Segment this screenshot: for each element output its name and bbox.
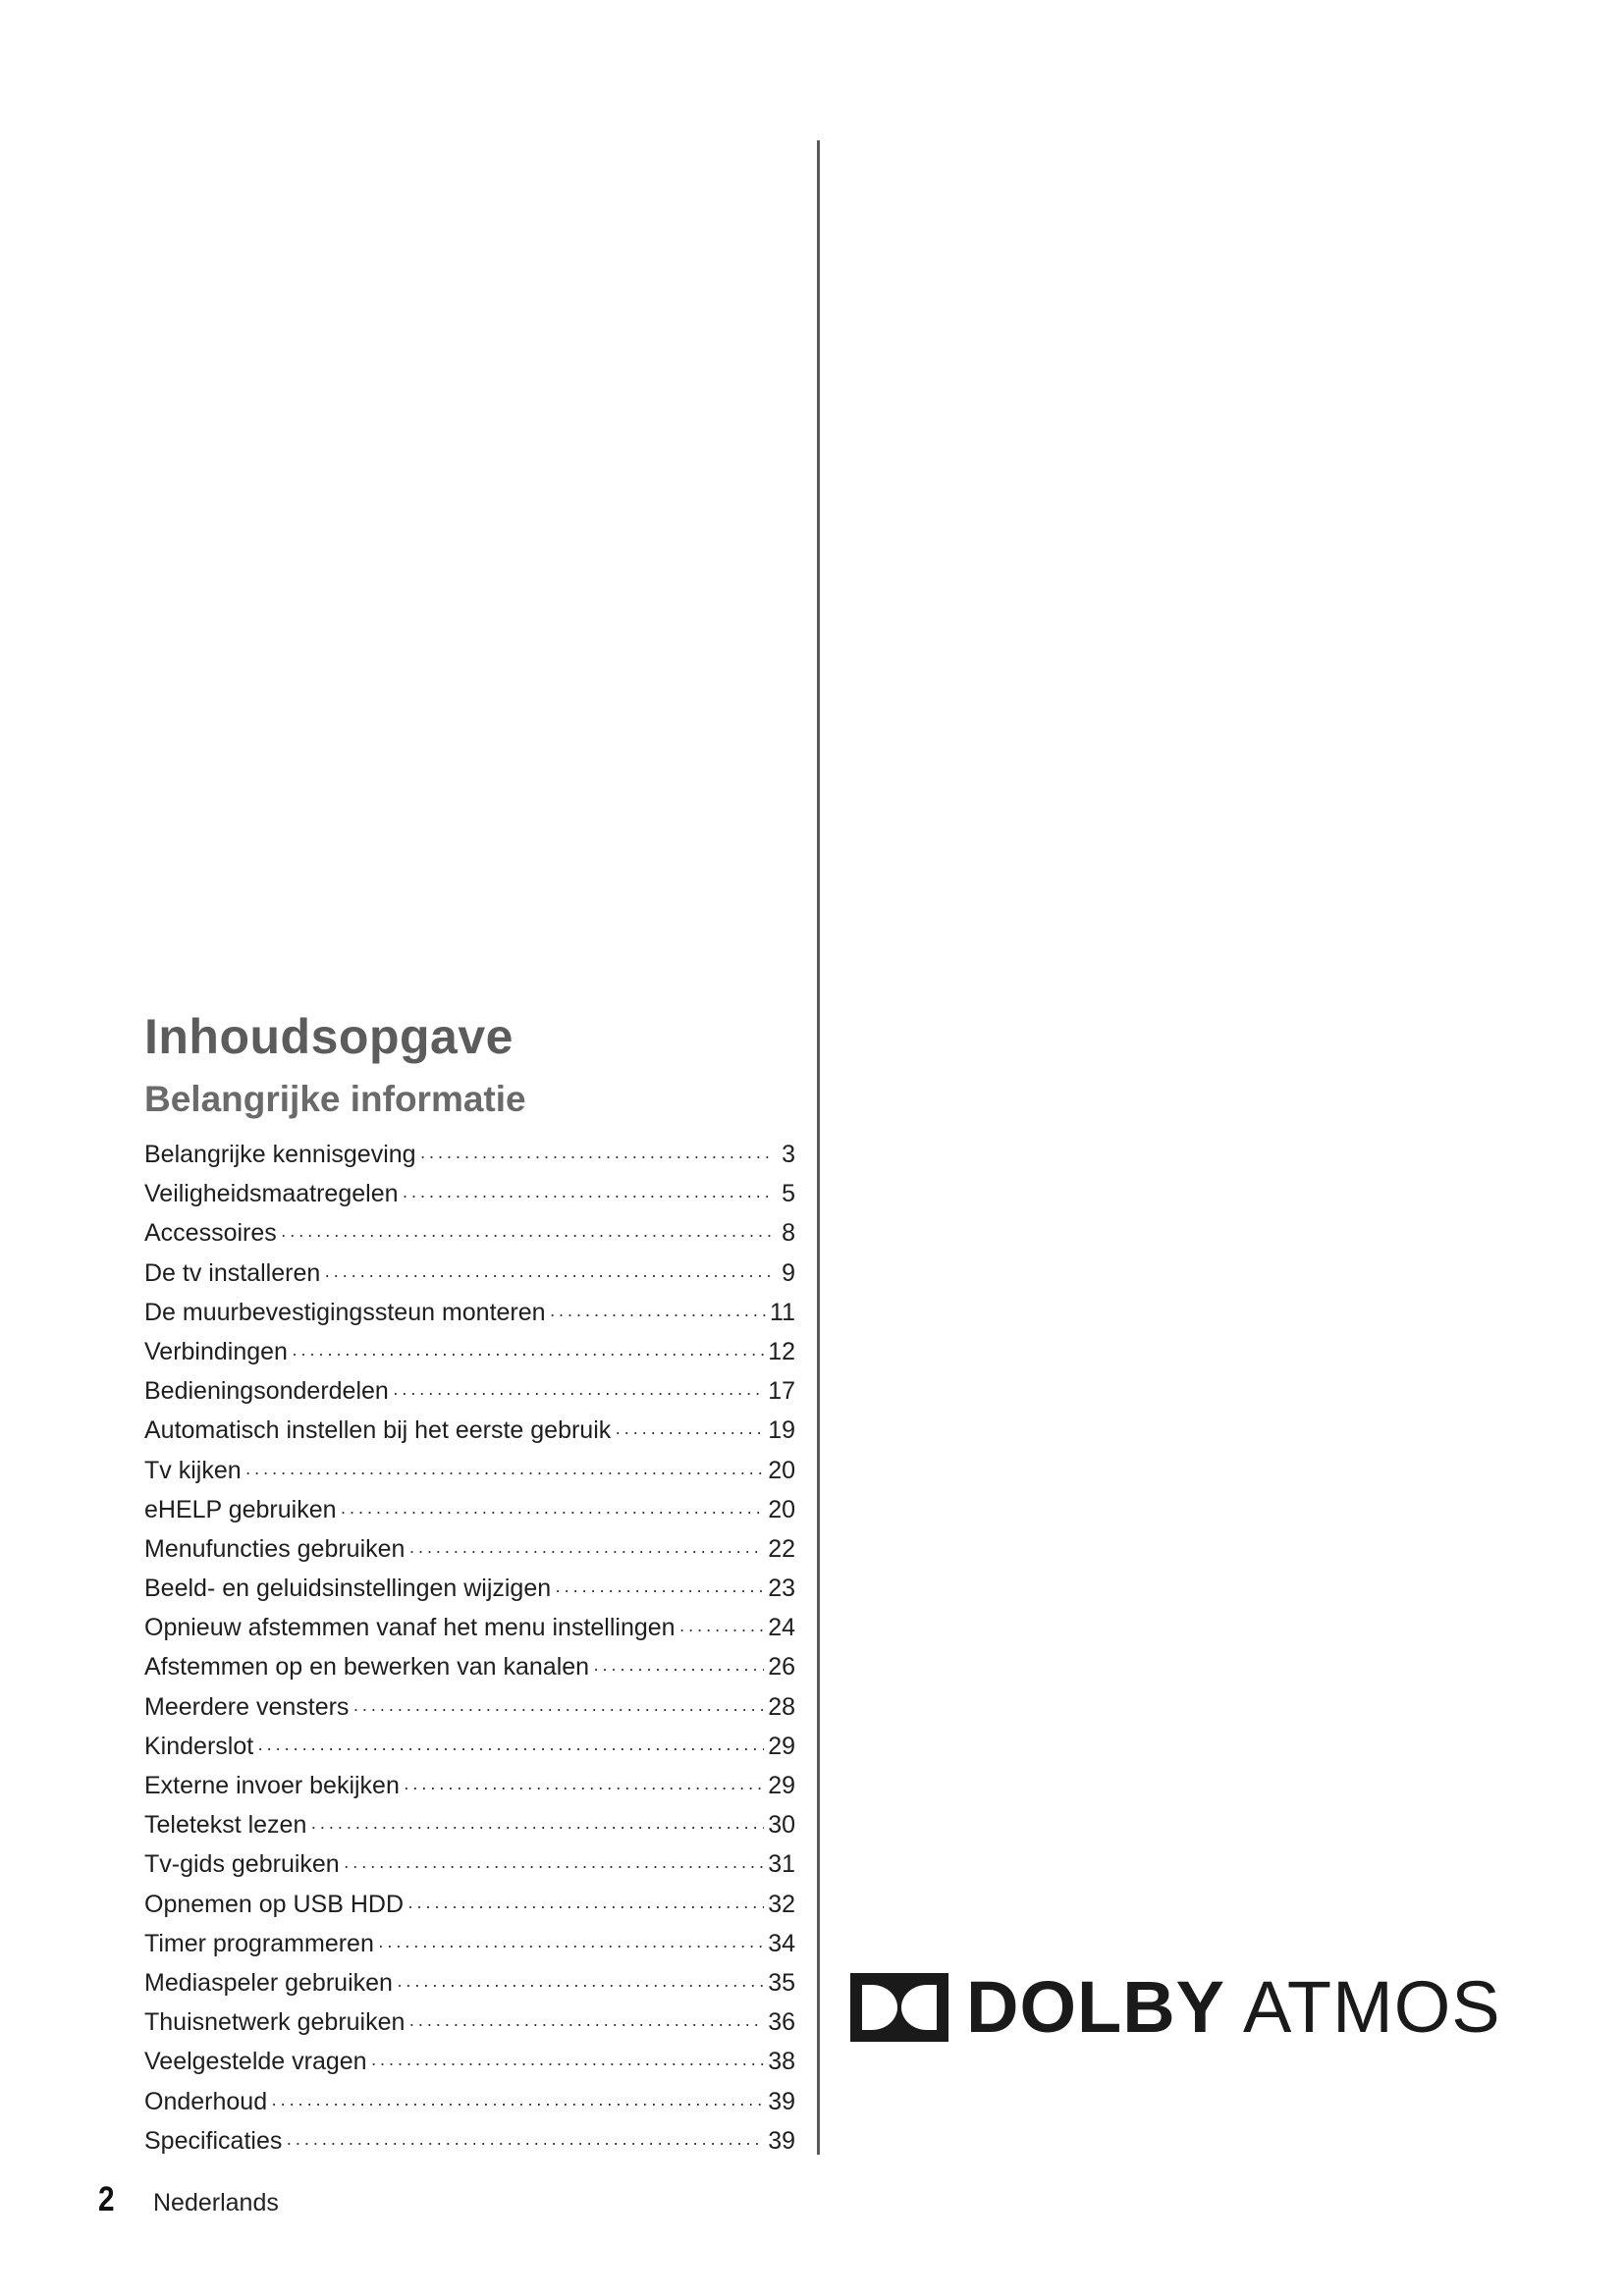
- toc-entry[interactable]: [144, 1805, 795, 1844]
- toc-entry[interactable]: [144, 1332, 795, 1371]
- toc-title: Inhoudsopgave: [144, 1009, 514, 1064]
- toc-entry-page: 11: [770, 1298, 795, 1326]
- page-language: Nederlands: [153, 2189, 279, 2216]
- toc-entry-label: Automatisch instellen bij het eerste gebruik: [144, 1416, 612, 1445]
- toc-leader-dots: [407, 1887, 764, 1926]
- toc-entry-page: 31: [768, 1850, 795, 1879]
- toc-entry[interactable]: [144, 1371, 795, 1411]
- toc-entry[interactable]: [144, 2121, 795, 2161]
- toc-entry-label: Menufuncties gebruiken: [144, 1534, 406, 1563]
- toc-entry-label: Teletekst lezen: [144, 1811, 307, 1840]
- toc-entry-label: Veelgestelde vragen: [144, 2048, 367, 2076]
- toc-entry-label: Belangrijke kennisgeving: [144, 1141, 416, 1168]
- toc-entry[interactable]: [144, 2002, 795, 2042]
- toc-leader-dots: [344, 1846, 764, 1886]
- toc-leader-dots: [310, 1807, 764, 1846]
- toc-entry-page: 39: [768, 2126, 795, 2155]
- toc-entry-label: De muurbevestigingssteun monteren: [144, 1298, 546, 1326]
- toc-entry-page: 9: [782, 1258, 795, 1287]
- toc-leader-dots: [615, 1413, 764, 1452]
- toc-entry-page: 36: [768, 2008, 795, 2037]
- toc-entry[interactable]: [144, 1213, 795, 1253]
- toc-entry-page: 34: [768, 1929, 795, 1957]
- table-of-contents: [144, 1003, 795, 2161]
- toc-entry[interactable]: [144, 1451, 795, 1490]
- toc-entry-page: 30: [768, 1811, 795, 1840]
- toc-entry-page: 20: [768, 1495, 795, 1523]
- toc-leader-dots: [679, 1610, 765, 1649]
- toc-leader-dots: [420, 1137, 774, 1176]
- toc-entry-label: Tv-gids gebruiken: [144, 1850, 340, 1879]
- toc-entry-label: Afstemmen op en bewerken van kanalen: [144, 1653, 590, 1682]
- toc-entry[interactable]: [144, 1844, 795, 1884]
- toc-entry[interactable]: [144, 1687, 795, 1727]
- toc-leader-dots: [593, 1649, 764, 1688]
- toc-entry[interactable]: [144, 1254, 795, 1293]
- toc-leader-dots: [352, 1689, 764, 1729]
- toc-entry-label: Timer programmeren: [144, 1929, 374, 1957]
- toc-entry-page: 3: [782, 1141, 795, 1168]
- toc-entry[interactable]: [144, 1963, 795, 2002]
- toc-entry-page: 23: [768, 1575, 795, 1603]
- toc-leader-dots: [408, 1531, 764, 1571]
- toc-entry[interactable]: [144, 1885, 795, 1924]
- page-footer: [98, 2180, 279, 2219]
- toc-entry-page: 26: [768, 1653, 795, 1682]
- toc-entry-page: 35: [768, 1968, 795, 1997]
- toc-entry-page: 32: [768, 1890, 795, 1918]
- toc-entry-page: 20: [768, 1456, 795, 1484]
- toc-entry-page: 17: [768, 1377, 795, 1406]
- toc-leader-dots: [550, 1295, 766, 1334]
- toc-section-heading: Belangrijke informatie: [144, 1079, 526, 1119]
- toc-entry[interactable]: [144, 2082, 795, 2121]
- toc-leader-dots: [371, 2044, 765, 2083]
- toc-entry-label: Meerdere vensters: [144, 1692, 350, 1721]
- toc-entry-page: 24: [768, 1614, 795, 1642]
- column-divider: [817, 140, 820, 2155]
- toc-entry-page: 29: [768, 1772, 795, 1799]
- toc-entry-page: 19: [768, 1416, 795, 1445]
- toc-entry-label: eHELP gebruiken: [144, 1495, 337, 1523]
- toc-entry-page: 8: [782, 1219, 795, 1248]
- toc-entry-label: Bedieningsonderdelen: [144, 1377, 389, 1406]
- toc-entry-label: Externe invoer bekijken: [144, 1772, 400, 1799]
- toc-leader-dots: [341, 1492, 765, 1531]
- toc-entry[interactable]: [144, 1411, 795, 1450]
- toc-entry-label: Specificaties: [144, 2126, 283, 2155]
- toc-entry-page: 29: [768, 1732, 795, 1760]
- toc-entry-label: Tv kijken: [144, 1456, 242, 1484]
- toc-leader-dots: [397, 1965, 764, 2004]
- toc-entry-page: 28: [768, 1692, 795, 1721]
- toc-leader-dots: [393, 1373, 764, 1413]
- toc-leader-dots: [378, 1926, 764, 1965]
- toc-entry-label: Verbindingen: [144, 1337, 288, 1365]
- toc-leader-dots: [281, 1215, 774, 1255]
- toc-list: [144, 1135, 795, 2161]
- toc-entry-label: Accessoires: [144, 1219, 277, 1248]
- toc-entry-label: Mediaspeler gebruiken: [144, 1968, 393, 1997]
- toc-leader-dots: [324, 1255, 774, 1295]
- toc-entry-label: Onderhoud: [144, 2087, 268, 2115]
- atmos-product-text: ATMOS: [1243, 1966, 1501, 2048]
- toc-entry-label: Thuisnetwerk gebruiken: [144, 2008, 406, 2037]
- dolby-atmos-logo: [850, 1966, 1501, 2048]
- toc-entry-page: 12: [768, 1337, 795, 1365]
- toc-entry-page: 22: [768, 1534, 795, 1563]
- page-number: 2: [98, 2180, 115, 2218]
- toc-entry[interactable]: [144, 1490, 795, 1529]
- toc-leader-dots: [271, 2084, 764, 2123]
- toc-leader-dots: [245, 1453, 765, 1492]
- toc-entry[interactable]: [144, 1608, 795, 1647]
- toc-leader-dots: [555, 1571, 764, 1610]
- dolby-double-d-icon: [850, 1973, 948, 2042]
- dolby-brand-text: DOLBY: [966, 1966, 1225, 2048]
- toc-entry[interactable]: [144, 1135, 795, 1174]
- toc-entry[interactable]: [144, 1647, 795, 1686]
- toc-entry-label: Beeld- en geluidsinstellingen wijzigen: [144, 1575, 552, 1603]
- toc-entry-label: Kinderslot: [144, 1732, 254, 1760]
- toc-leader-dots: [257, 1729, 764, 1768]
- toc-entry[interactable]: [144, 1727, 795, 1766]
- toc-leader-dots: [292, 1334, 764, 1373]
- toc-entry-label: Veiligheidsmaatregelen: [144, 1180, 399, 1208]
- toc-entry[interactable]: [144, 2042, 795, 2081]
- toc-leader-dots: [286, 2123, 764, 2163]
- toc-entry[interactable]: [144, 1174, 795, 1213]
- toc-entry-label: De tv installeren: [144, 1258, 321, 1287]
- dolby-wordmark: [966, 1966, 1501, 2048]
- toc-leader-dots: [404, 1768, 764, 1807]
- toc-entry-page: 38: [768, 2048, 795, 2076]
- toc-entry-label: Opnemen op USB HDD: [144, 1890, 405, 1918]
- toc-leader-dots: [408, 2004, 764, 2044]
- toc-entry[interactable]: [144, 1293, 795, 1332]
- toc-entry[interactable]: [144, 1529, 795, 1569]
- toc-entry-label: Opnieuw afstemmen vanaf het menu instellingen: [144, 1614, 676, 1642]
- toc-leader-dots: [403, 1176, 774, 1215]
- toc-entry-page: 5: [782, 1180, 795, 1208]
- toc-entry-page: 39: [768, 2087, 795, 2115]
- toc-entry[interactable]: [144, 1569, 795, 1608]
- toc-entry[interactable]: [144, 1766, 795, 1805]
- toc-entry[interactable]: [144, 1924, 795, 1963]
